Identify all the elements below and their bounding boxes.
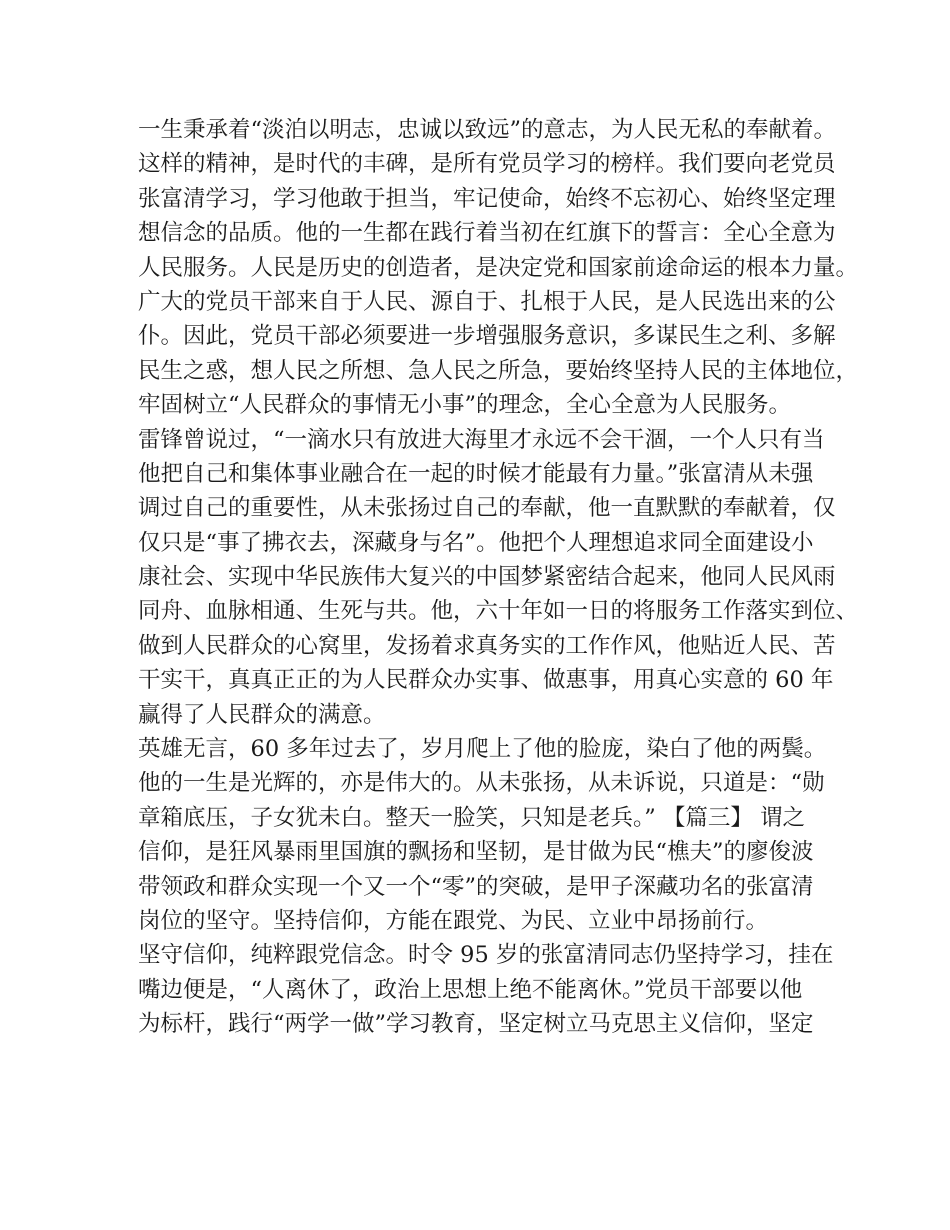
- text-line: 仆。因此，党员干部必须要进一步增强服务意识，多谋民生之利、多解: [138, 323, 836, 350]
- body-text: [138, 113, 859, 1042]
- text-line: 牢固树立“人民群众的事情无小事”的理念，全心全意为人民服务。: [138, 392, 792, 419]
- text-line: 干实干，真真正正的为人民群众办实事、做惠事，用真心实意的 60 年: [138, 667, 834, 694]
- text-line: 人民服务。人民是历史的创造者，是决定党和国家前途命运的根本力量。: [138, 254, 859, 281]
- text-line: 广大的党员干部来自于人民、源自于、扎根于人民，是人民选出来的公: [138, 288, 836, 315]
- text-line: 信仰，是狂风暴雨里国旗的飘扬和坚韧，是甘做为民“樵夫”的廖俊波: [138, 839, 814, 866]
- text-line: 他的一生是光辉的，亦是伟大的。从未张扬，从未诉说，只道是：“勋: [138, 770, 825, 797]
- text-line: 坚守信仰，纯粹跟党信念。时令 95 岁的张富清同志仍坚持学习，挂在: [138, 942, 834, 969]
- text-line: 民生之惑，想人民之所想、急人民之所急，要始终坚持人民的主体地位，: [138, 357, 859, 384]
- text-line: 岗位的坚守。坚持信仰，方能在跟党、为民、立业中昂扬前行。: [138, 907, 769, 934]
- text-line: 想信念的品质。他的一生都在践行着当初在红旗下的誓言：全心全意为: [138, 220, 836, 247]
- text-line: 调过自己的重要性，从未张扬过自己的奉献，他一直默默的奉献着，仅: [138, 495, 836, 522]
- text-line: 雷锋曾说过，“一滴水只有放进大海里才永远不会干涸，一个人只有当: [138, 426, 825, 453]
- text-line: 康社会、实现中华民族伟大复兴的中国梦紧密结合起来，他同人民风雨: [138, 564, 836, 591]
- text-line: 为标杆，践行“两学一做”学习教育，坚定树立马克思主义信仰，坚定: [138, 1011, 814, 1038]
- text-line: 做到人民群众的心窝里，发扬着求真务实的工作作风，他贴近人民、苦: [138, 632, 836, 659]
- text-line: 嘴边便是，“人离休了，政治上思想上绝不能离休。”党员干部要以他: [138, 976, 803, 1003]
- text-line: 张富清学习，学习他敢于担当，牢记使命，始终不忘初心、始终坚定理: [138, 185, 836, 212]
- text-line: 这样的精神，是时代的丰碑，是所有党员学习的榜样。我们要向老党员: [138, 151, 836, 178]
- text-line: 一生秉承着“淡泊以明志，忠诚以致远”的意志，为人民无私的奉献着。: [138, 117, 837, 143]
- text-line: 英雄无言，60 多年过去了，岁月爬上了他的脸庞，染白了他的两鬓。: [138, 736, 827, 763]
- text-line: 同舟、血脉相通、生死与共。他，六十年如一日的将服务工作落实到位、: [138, 598, 859, 625]
- text-line: 章箱底压，子女犹未白。整天一脸笑，只知是老兵。” 【篇三】 谓之: [138, 804, 806, 831]
- text-line: 带领政和群众实现一个又一个“零”的突破，是甲子深藏功名的张富清: [138, 873, 814, 900]
- text-line: 仅只是“事了拂衣去，深藏身与名”。他把个人理想追求同全面建设小: [138, 529, 814, 556]
- text-line: 他把自己和集体事业融合在一起的时候才能最有力量。”张富清从未强: [138, 460, 814, 487]
- text-line: 赢得了人民群众的满意。: [138, 701, 386, 728]
